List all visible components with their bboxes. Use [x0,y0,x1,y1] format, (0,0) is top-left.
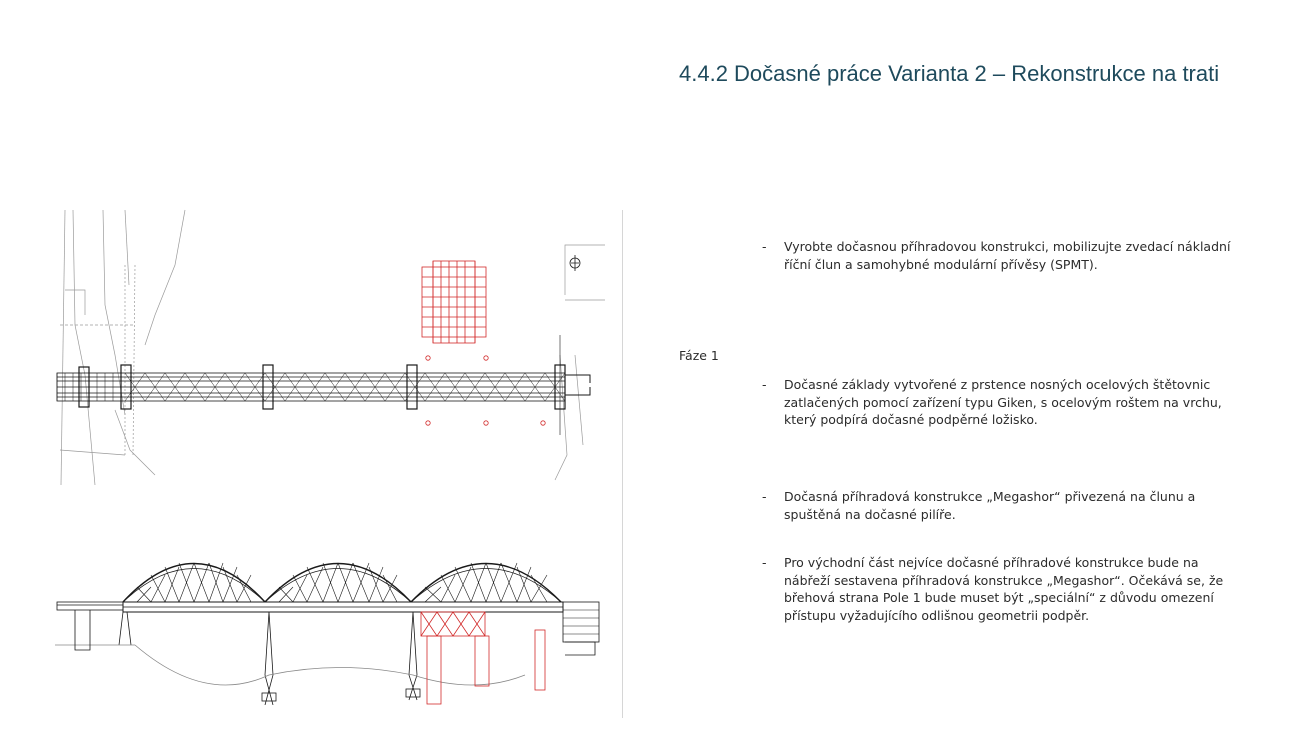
bullet-marker: - [762,239,767,254]
bullet-text: Pro východní část nejvíce dočasné příhradové konstrukce bude na nábřeží sestavena příhradová konstrukce „Megashor“. Očekává se, že břehová strana Pole 1 bude muset být „speciální“ z důvodu omezení přístupu vyžadujícího odlišnou geometrii podpěr. [784,555,1224,623]
plan-deck [57,335,590,435]
north-arrow-icon [570,255,580,271]
section-heading: 4.4.2 Dočasné práce Varianta 2 – Rekonstrukce na trati [679,61,1220,86]
bullet-marker: - [762,555,767,570]
column-divider [622,210,623,718]
bullet-text: Vyrobte dočasnou příhradovou konstrukci, mobilizujte zvedací nákladní říční člun a samohybné modulární přívěsy (SPMT). [784,239,1231,272]
bridge-drawing [55,205,605,705]
bullet-text: Dočasné základy vytvořené z prstence nosných ocelových štětovnic zatlačených pomocí zařízení typu Giken, s ocelovým roštem na vrchu, který podpírá dočasné podpěrné ložisko. [784,377,1222,427]
phase-label: Fáze 1 [679,348,719,363]
bullet-text: Dočasná příhradová konstrukce „Megashor“ přivezená na člunu a spuštěná na dočasné pilíře. [784,489,1196,522]
bullet-marker: - [762,377,767,392]
plan-temporary-works [422,261,545,425]
bullet-marker: - [762,489,767,504]
elevation-view [55,563,599,705]
elevation-temporary-works [421,612,545,704]
plan-view [60,210,605,485]
